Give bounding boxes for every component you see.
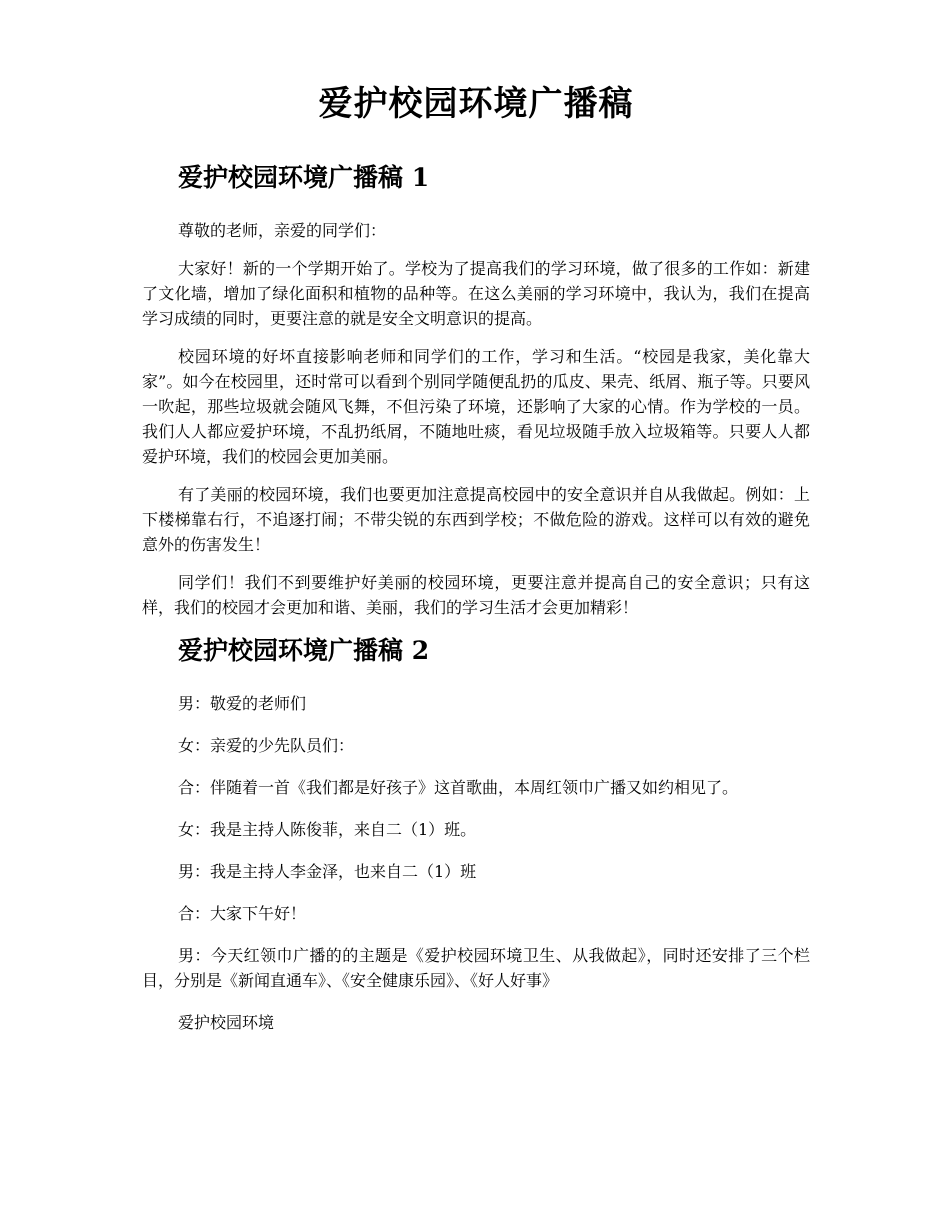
dialogue-line: 男：我是主持人李金泽，也来自二（1）班: [178, 862, 477, 881]
section-heading: 爱护校园环境广播稿 1: [178, 163, 430, 192]
dialogue-line: 女：我是主持人陈俊菲，来自二（1）班。: [178, 820, 477, 839]
paragraph: 大家好！新的一个学期开始了。学校为了提高我们的学习环境，做了很多的工作如：新建了文化墙，增加了绿化面积和植物的品种等。在这么美丽的学习环境中，我认为，我们在提高学习成绩的同时，更要注意的就是安全文明意识的提高。: [142, 259, 810, 328]
section-heading: 爱护校园环境广播稿 2: [178, 636, 430, 665]
dialogue-line: 女：亲爱的少先队员们：: [178, 736, 355, 755]
section-broadcast-1: [142, 160, 810, 620]
dialogue-line: 男：敬爱的老师们: [178, 694, 307, 713]
dialogue-line: 爱护校园环境: [178, 1013, 275, 1032]
dialogue-line: 男：今天红领巾广播的的主题是《爱护校园环境卫生、从我做起》，同时还安排了三个栏目，分别是《新闻直通车》、《安全健康乐园》、《好人好事》: [142, 946, 810, 990]
paragraph: 同学们！我们不到要维护好美丽的校园环境，更要注意并提高自己的安全意识；只有这样，我们的校园才会更加和谐、美丽，我们的学习生活才会更加精彩！: [142, 573, 810, 617]
paragraph: 有了美丽的校园环境，我们也要更加注意提高校园中的安全意识并自从我做起。例如：上下楼梯靠右行，不追逐打闹；不带尖锐的东西到学校；不做危险的游戏。这样可以有效的避免意外的伤害发生！: [142, 485, 810, 554]
dialogue-line: 合：伴随着一首《我们都是好孩子》这首歌曲，本周红领巾广播又如约相见了。: [178, 778, 739, 797]
document-title: 爱护校园环境广播稿: [318, 84, 634, 124]
section-broadcast-2: [142, 633, 810, 1035]
paragraph: 校园环境的好坏直接影响老师和同学们的工作，学习和生活。“校园是我家，美化靠大家”。如今在校园里，还时常可以看到个别同学随便乱扔的瓜皮、果壳、纸屑、瓶子等。只要风一吹起，那些垃圾就会随风飞舞，不但污染了环境，还影响了大家的心情。作为学校的一员。我们人人都应爱护环境，不乱扔纸屑，不随地吐痰，看见垃圾随手放入垃圾箱等。只要人人都爱护环境，我们的校园会更加美丽。: [142, 347, 810, 466]
dialogue-line: 合：大家下午好！: [178, 904, 307, 923]
paragraph-salutation: 尊敬的老师，亲爱的同学们：: [178, 221, 387, 240]
